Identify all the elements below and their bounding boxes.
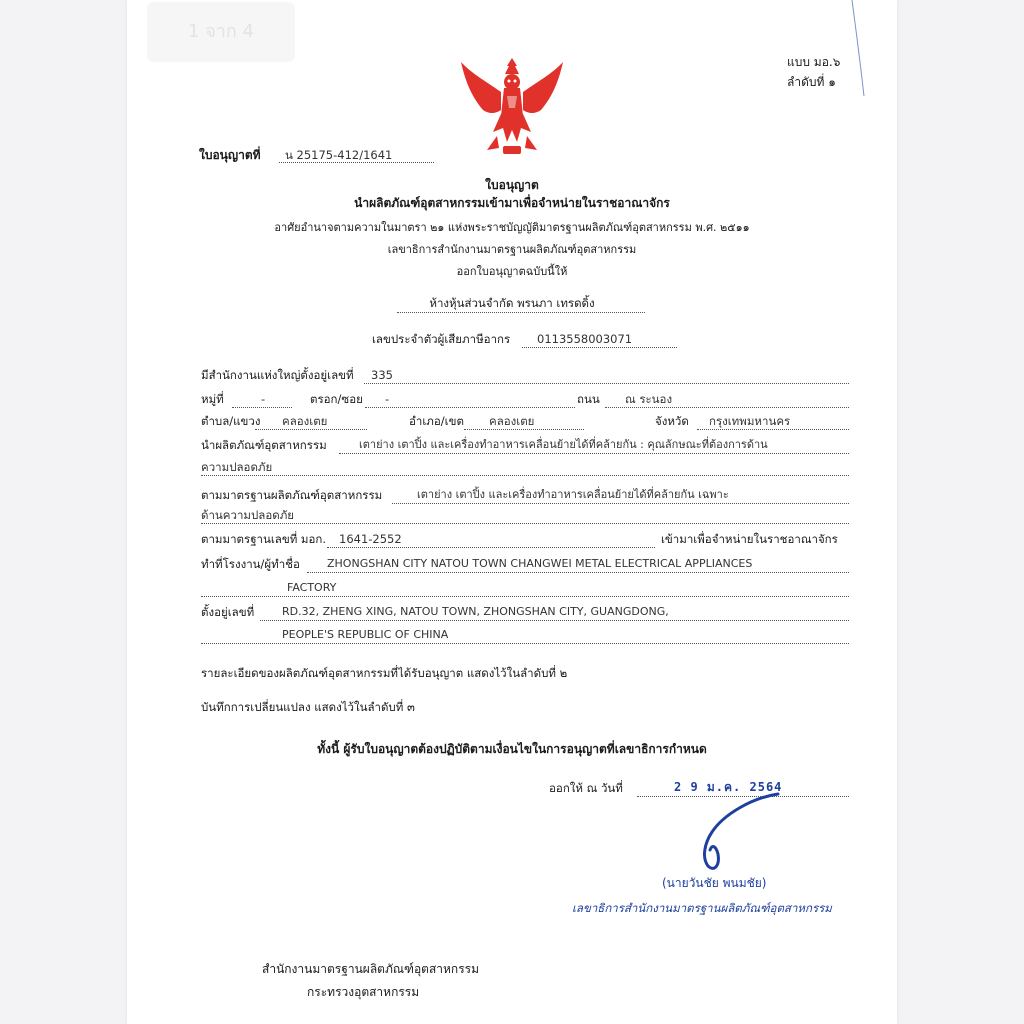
signature-scribble <box>682 788 782 878</box>
title-license: ใบอนุญาต <box>485 178 539 192</box>
moo-value: - <box>261 392 266 406</box>
hq-label: มีสำนักงานแห่งใหญ่ตั้งอยู่เลขที่ <box>201 368 354 382</box>
issue-date-stamp: 2 9 ม.ค. 2564 <box>674 780 783 794</box>
product-value-line2: ความปลอดภัย <box>201 460 273 474</box>
road-value: ณ ระนอง <box>625 392 673 406</box>
factory-name-line1: ZHONGSHAN CITY NATOU TOWN CHANGWEI METAL ELECTRICAL APPLIANCES <box>327 557 753 570</box>
standard-value-line1: เตาย่าง เตาปิ้ง และเครื่องทำอาหารเคลื่อนย้ายได้ที่คล้ายกัน เฉพาะ <box>417 488 729 501</box>
company-name: ห้างหุ้นส่วนจำกัด พรนภา เทรดดิ้ง <box>429 296 595 310</box>
subdistrict-value: คลองเตย <box>282 414 328 428</box>
factory-name-line2: FACTORY <box>287 581 337 594</box>
condition-note: ทั้งนี้ ผู้รับใบอนุญาตต้องปฏิบัติตามเงื่อนไขในการอนุญาตที่เลขาธิการกำหนด <box>317 742 707 756</box>
tax-id-label: เลขประจำตัวผู้เสียภาษีอากร <box>372 332 511 346</box>
standard-no-value: 1641-2552 <box>339 532 402 546</box>
factory-address-line1: RD.32, ZHENG XING, NATOU TOWN, ZHONGSHAN CITY, GUANGDONG, <box>282 605 669 618</box>
issue-date-label: ออกให้ ณ วันที่ <box>549 781 623 795</box>
factory-address-line2: PEOPLE'S REPUBLIC OF CHINA <box>282 628 449 641</box>
tax-id-value: 0113558003071 <box>537 332 633 346</box>
factory-address-label: ตั้งอยู่เลขที่ <box>201 605 255 619</box>
signatory-title: เลขาธิการสำนักงานมาตรฐานผลิตภัณฑ์อุตสาหกรรม <box>572 901 832 915</box>
product-value-line1: เตาย่าง เตาปิ้ง และเครื่องทำอาหารเคลื่อนย้ายได้ที่คล้ายกัน : คุณลักษณะที่ต้องการด้าน <box>359 438 768 451</box>
garuda-emblem-icon <box>457 52 567 162</box>
subdistrict-label: ตำบล/แขวง <box>201 414 261 428</box>
details-note: รายละเอียดของผลิตภัณฑ์อุตสาหกรรมที่ได้รับอนุญาต แสดงไว้ในลำดับที่ ๒ <box>201 666 568 680</box>
page-edge-line <box>850 0 870 100</box>
soi-value: - <box>385 392 390 406</box>
signatory-name: (นายวันชัย พนมชัย) <box>662 876 767 890</box>
footer-office: สำนักงานมาตรฐานผลิตภัณฑ์อุตสาหกรรม <box>262 962 480 976</box>
title-issue-to: ออกใบอนุญาตฉบับนี้ให้ <box>456 265 568 278</box>
page-count-badge: 1 จาก 4 <box>147 2 295 62</box>
license-document <box>127 0 897 1024</box>
standard-no-label: ตามมาตรฐานเลขที่ มอก. <box>201 532 327 546</box>
title-import-license: นำผลิตภัณฑ์อุตสาหกรรมเข้ามาเพื่อจำหน่ายในราชอาณาจักร <box>354 196 670 210</box>
province-label: จังหวัด <box>655 414 689 428</box>
title-secretary: เลขาธิการสำนักงานมาตรฐานผลิตภัณฑ์อุตสาหกรรม <box>387 243 637 256</box>
factory-label: ทำที่โรงงาน/ผู้ทำชื่อ <box>201 557 300 571</box>
district-label: อำเภอ/เขต <box>409 414 464 428</box>
title-authority: อาศัยอำนาจตามความในมาตรา ๒๑ แห่งพระราชบัญญัติมาตรฐานผลิตภัณฑ์อุตสาหกรรม พ.ศ. ๒๕๑๑ <box>274 221 750 234</box>
standard-value-line2: ด้านความปลอดภัย <box>201 508 295 522</box>
road-label: ถนน <box>577 392 600 406</box>
license-number-value: น 25175-412/1641 <box>285 148 393 162</box>
product-label: นำผลิตภัณฑ์อุตสาหกรรม <box>201 438 327 452</box>
license-number-label: ใบอนุญาตที่ <box>199 148 261 162</box>
district-value: คลองเตย <box>489 414 535 428</box>
moo-label: หมู่ที่ <box>201 392 224 406</box>
changes-note: บันทึกการเปลี่ยนแปลง แสดงไว้ในลำดับที่ ๓ <box>201 700 415 714</box>
footer-ministry: กระทรวงอุตสาหกรรม <box>307 985 420 999</box>
standard-label: ตามมาตรฐานผลิตภัณฑ์อุตสาหกรรม <box>201 488 383 502</box>
form-code: แบบ มอ.๖ <box>787 55 841 69</box>
import-text: เข้ามาเพื่อจำหน่ายในราชอาณาจักร <box>661 532 838 546</box>
province-value: กรุงเทพมหานคร <box>709 414 791 428</box>
hq-value: 335 <box>371 368 393 382</box>
order-number: ลำดับที่ ๑ <box>787 75 836 89</box>
soi-label: ตรอก/ซอย <box>310 392 363 406</box>
